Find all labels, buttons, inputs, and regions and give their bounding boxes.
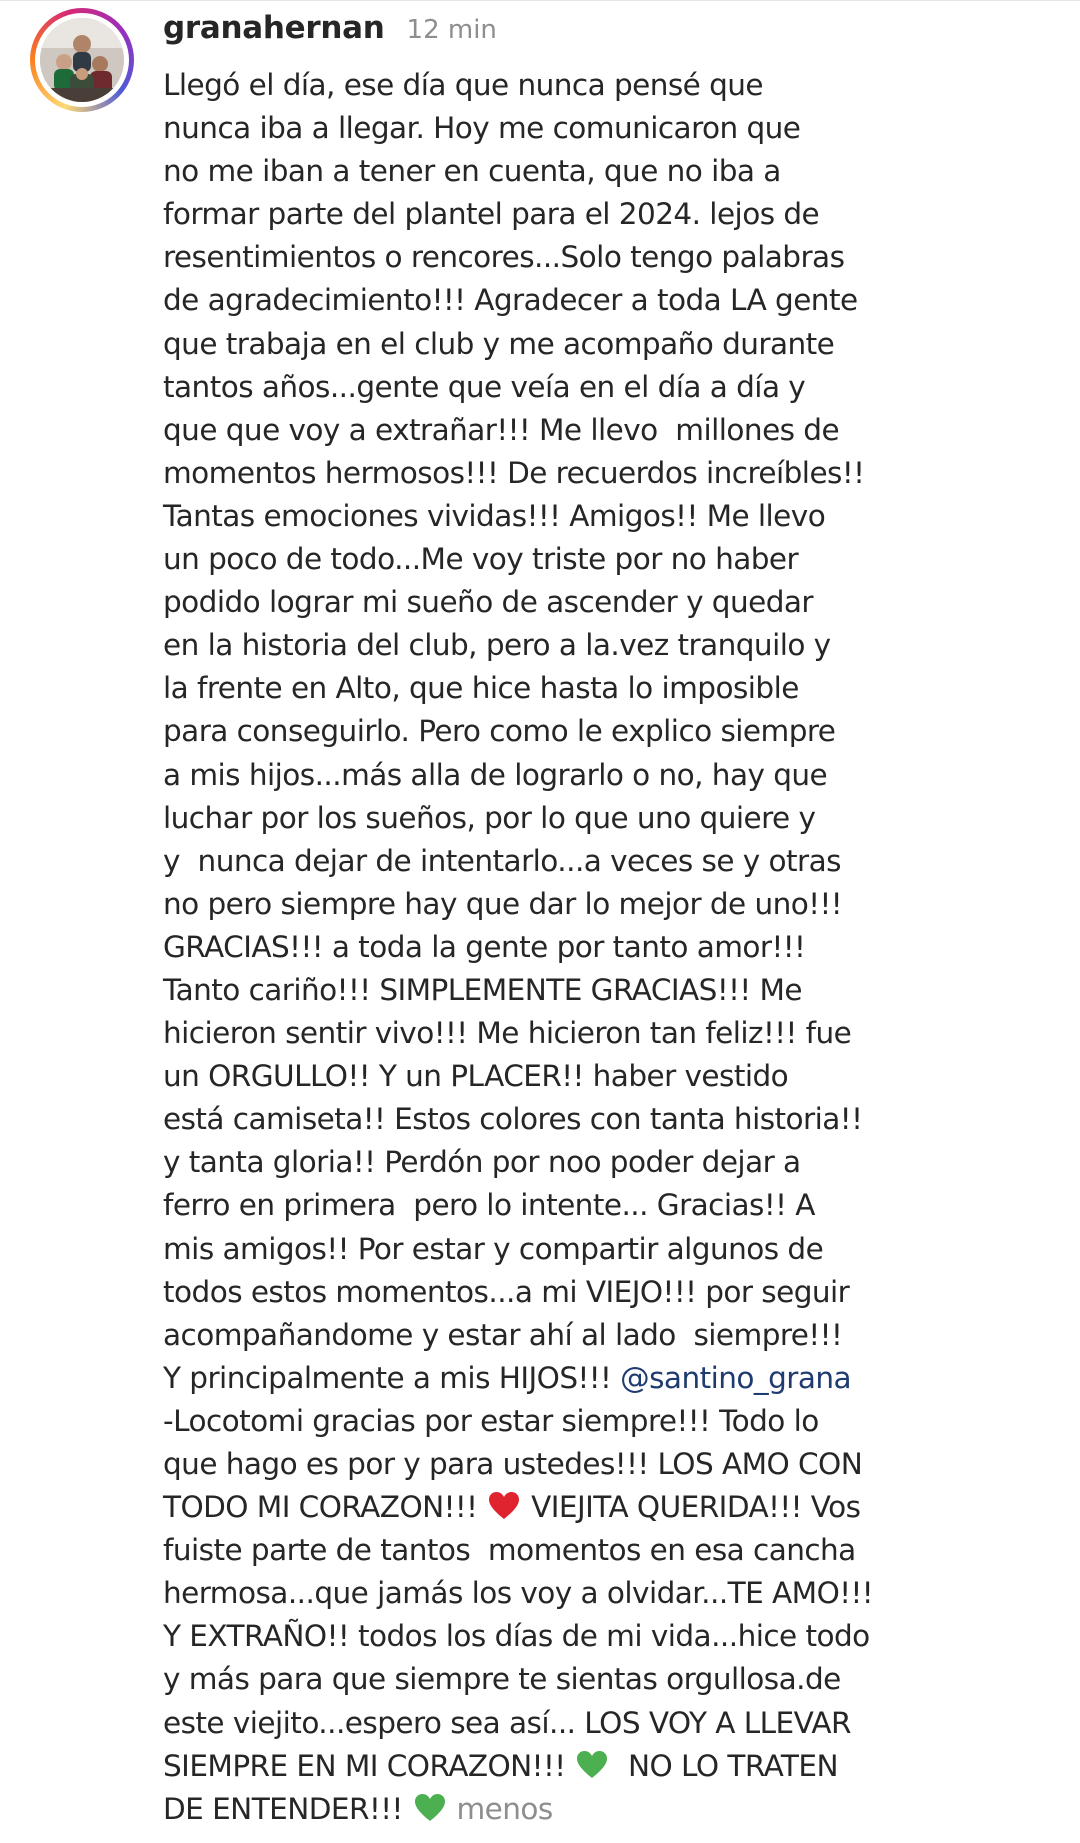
comment-line: que hago es por y para ustedes!!! LOS AMO CON [163,1447,863,1481]
comment-line: a mis hijos...más alla de lograrlo o no, hay que [163,757,828,792]
avatar[interactable] [40,18,124,102]
comment-line: mis amigos!! Por estar y compartir algunos de [163,1231,824,1266]
comment-line: y más para que siempre te sientas orgullosa.de [163,1662,841,1697]
comment-line: que trabaja en el club y me acompaño durante [163,326,835,361]
comment-line: no me iban a tener en cuenta, que no iba a [163,154,781,189]
red-heart-icon [488,1490,520,1533]
comment-line: un poco de todo...Me voy triste por no haber [163,542,799,577]
green-line-suffix: NO LO TRATEN [610,1748,838,1783]
show-less-link[interactable]: menos [456,1791,553,1826]
comment-line-with-heart [163,1486,1063,1529]
mention-prefix: Y principalmente a mis HIJOS!!! [163,1360,621,1395]
comment-line: nunca iba a llegar. Hoy me comunicaron que [163,111,801,146]
comment-line: la frente en Alto, que hice hasta lo imposible [163,671,799,706]
comment-line-with-mention [163,1357,1063,1400]
comment-line: -Locotomi gracias por estar siempre!!! Todo lo [163,1403,819,1438]
username[interactable]: granahernan [163,10,385,46]
comment-line: hermosa...que jamás los voy a olvidar...TE AMO!!! [163,1576,874,1611]
comment-line: fuiste parte de tantos momentos en esa cancha [163,1533,856,1568]
comment-line: que que voy a extrañar!!! Me llevo millones de [163,412,840,447]
comment-header [163,10,497,54]
story-ring[interactable] [30,8,134,112]
comment-line: Y EXTRAÑO!! todos los días de mi vida...hice todo [163,1619,870,1654]
comment-line: podido lograr mi sueño de ascender y quedar [163,585,814,620]
comment-line: este viejito...espero sea así... LOS VOY A LLEVAR [163,1705,851,1740]
comment-line: tantos años...gente que veía en el día a día y [163,369,806,404]
comment-line: y nunca dejar de intentarlo...a veces se y otras [163,843,841,878]
heart-line-prefix: TODO MI CORAZON!!! [163,1490,487,1525]
green-heart-icon [576,1749,608,1792]
green-line-prefix: SIEMPRE EN MI CORAZON!!! [163,1748,575,1783]
final-line-prefix: DE ENTENDER!!! [163,1791,412,1826]
comment-line: está camiseta!! Estos colores con tanta historia!! [163,1102,863,1137]
green-heart-icon [414,1792,446,1835]
heart-line-suffix: VIEJITA QUERIDA!!! Vos [522,1490,861,1525]
comment-line: GRACIAS!!! a toda la gente por tanto amor!!! [163,929,806,964]
comment-line-with-green-heart [163,1745,1063,1788]
comment-line: no pero siempre hay que dar lo mejor de uno!!! [163,886,843,921]
comment-line: Llegó el día, ese día que nunca pensé que [163,68,764,102]
comment-line: de agradecimiento!!! Agradecer a toda LA gente [163,283,858,318]
comment-line: y tanta gloria!! Perdón por noo poder dejar a [163,1145,801,1180]
comment-line: acompañandome y estar ahí al lado siempre!!! [163,1317,843,1352]
comment-line: Tantas emociones vividas!!! Amigos!! Me llevo [163,498,826,533]
comment-line: formar parte del plantel para el 2024. lejos de [163,197,820,232]
comment-line-final [163,1788,1063,1831]
comment-line: hicieron sentir vivo!!! Me hicieron tan feliz!!! fue [163,1016,852,1051]
mention-link[interactable]: @santino_grana [620,1360,852,1395]
comment-line: todos estos momentos...a mi VIEJO!!! por seguir [163,1274,850,1309]
timestamp: 12 min [406,15,497,45]
comment-line: momentos hermosos!!! De recuerdos increíbles!! [163,455,865,490]
comment-line: un ORGULLO!! Y un PLACER!! haber vestido [163,1059,789,1094]
comment-line: luchar por los sueños, por lo que uno quiere y [163,800,816,835]
comment-body [163,64,1063,1831]
profile-photo-icon [40,18,124,102]
comment-line: para conseguirlo. Pero como le explico siempre [163,714,836,749]
comment-line: Tanto cariño!!! SIMPLEMENTE GRACIAS!!! Me [163,972,802,1007]
comment-line: ferro en primera pero lo intente... Gracias!! A [163,1188,815,1223]
comment-line: resentimientos o rencores...Solo tengo palabras [163,240,845,275]
comment-line: en la historia del club, pero a la.vez tranquilo y [163,628,831,663]
